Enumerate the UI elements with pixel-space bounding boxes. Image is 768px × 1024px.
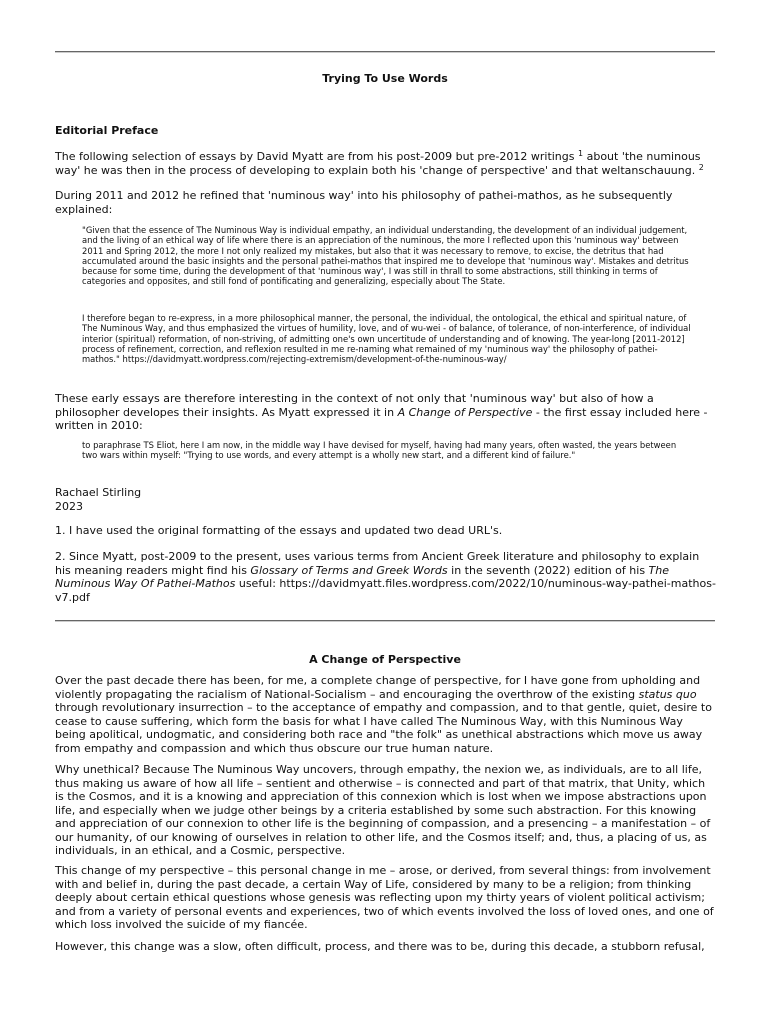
quote-block-1a <box>82 225 692 287</box>
refined-text: During 2011 and 2012 he refined that 'numinous way' into his philosophy of pathei-mathos, as he subsequently explained: <box>55 189 673 216</box>
essay-paragraph-2 <box>55 763 717 858</box>
signature-year: 2023 <box>55 499 83 513</box>
quote-2-text: to paraphrase TS Eliot, here I am now, in the middle way I have devised for myself, having had many years, often wasted, the years between two wars within myself: "Trying to use words, and every attempt is a wholly new start, and a different kind of failure." <box>82 440 677 461</box>
document-title: Trying To Use Words <box>322 72 448 85</box>
essay-p1-italic: status quo <box>638 687 697 701</box>
footnote-ref-2[interactable]: 2 <box>698 162 704 172</box>
essay-p2-text: Why unethical? Because The Numinous Way uncovers, through empathy, the nexion we, as individuals, are to all life, thus making us aware of how all life – sentient and otherwise – is connected and part of that matrix, that Unity, which is the Cosmos, and it is a knowing and appreciation of this connexion which is lost when we impose abstractions upon life, and especially when we judge other beings by a criteria established by some such abstraction. For this knowing and appreciation of our connexion to other life is the beginning of compassion, and a presencing – a manifestation – of our humanity, of our knowing of ourselves in relation to other life, and the Cosmos itself; and, thus, a placing of us, as individuals, in an ethical, and a Cosmic, perspective. <box>55 763 711 857</box>
intro-paragraph <box>55 150 717 177</box>
intro-text-2: about 'the numinous way' he was then in the process of developing to explain both his 'change of perspective' and that weltanschauung. <box>55 150 701 177</box>
essay-p1-text-2: through revolutionary insurrection – to the acceptance of empathy and compassion, and to that gentle, quiet, desire to cease to cause suffering, which form the basis for what I have called The Numinous Way, with this Numinous Way being apolitical, undogmatic, and considering both race and "the folk" as unethical abstractions which move us away from empathy and compassion and which thus obscure our true human nature. <box>55 701 712 755</box>
essay-p1-text-1: Over the past decade there has been, for me, a complete change of perspective, for I have gone from upholding and violently propagating the racialism of National-Socialism – and encouraging the overthrow of the existing <box>55 674 701 701</box>
footnote-1 <box>55 524 717 538</box>
footnote-2-text-3: useful: https://davidmyatt.files.wordpress.com/2022/10/numinous-way-pathei-mathos-v7.pdf <box>55 577 716 604</box>
footnote-2-italic-2: The Numinous Way Of Pathei-Mathos <box>55 563 670 590</box>
section-rule <box>55 620 715 622</box>
intro-text: The following selection of essays by David Myatt are from his post-2009 but pre-2012 writings <box>55 150 578 163</box>
editorial-preface-heading: Editorial Preface <box>55 124 159 137</box>
early-essays-paragraph <box>55 392 717 433</box>
quote-block-2 <box>82 440 692 461</box>
early-text-2: - the first essay included here - written in 2010: <box>55 405 708 432</box>
quote-1a-text: "Given that the essence of The Numinous Way is individual empathy, an individual understanding, the development of an individual judgement, and the living of an ethical way of life where there is an appreciation of the numinous, the more I reflected upon this 'numinous way' between 2011 and Spring 2012, the more I not only realized my mistakes, but also that it was necessary to remove, to excise, the detritus that had accumulated around the basic insights and the personal pathei-mathos that inspired me to develope that 'numinous way'. Mistakes and detritus because for some time, during the development of that 'numinous way', I was still in thrall to some abstractions, still thinking in terms of categories and opposites, and still fond of pontificating and generalizing, especially about The State. <box>82 225 689 287</box>
footnote-ref-1[interactable]: 1 <box>578 149 584 158</box>
footnote-2-text-1: 2. Since Myatt, post-2009 to the present, uses various terms from Ancient Greek literature and philosophy to explain his meaning readers might find his <box>55 550 700 577</box>
early-text-1: These early essays are therefore interesting in the context of not only that 'numinous way' but also of how a philosopher developes their insights. As Myatt expressed it in <box>55 392 654 419</box>
essay-paragraph-3 <box>55 864 717 932</box>
footnote-2-italic-1: Glossary of Terms and Greek Words <box>250 563 448 577</box>
footnote-1-text: 1. I have used the original formatting of the essays and updated two dead URL's. <box>55 524 503 537</box>
signature <box>55 486 717 513</box>
signature-name: Rachael Stirling <box>55 486 142 499</box>
early-italic-title: A Change of Perspective <box>397 405 533 419</box>
essay-paragraph-1 <box>55 674 717 755</box>
quote-1b-text: I therefore began to re-express, in a more philosophical manner, the personal, the individual, the ontological, the ethical and spiritual nature, of The Numinous Way, and thus emphasized the virtues of humility, love, and of wu-wei - of balance, of tolerance, of non-interference, of individual interior (spiritual) reformation, of non-striving, of admitting one's own uncertitude of understanding and of knowing. The year-long [2011-2012] process of refinement, correction, and reflexion resulted in me re-naming what remained of my 'numinous way' the philosophy of pathei-mathos." https://davidmyatt.wordpress.com/rejecting-extremism/development-of-the-numinous-way/ <box>82 313 691 365</box>
refined-paragraph <box>55 189 717 216</box>
footnote-2 <box>55 550 717 604</box>
quote-block-1b <box>82 313 692 364</box>
essay-p4-text: However, this change was a slow, often difficult, process, and there was to be, during this decade, a stubborn refusal, <box>55 940 705 953</box>
essay-paragraph-4 <box>55 940 717 954</box>
top-rule <box>55 51 715 53</box>
essay-p3-text: This change of my perspective – this personal change in me – arose, or derived, from several things: from involvement with and belief in, during the past decade, a certain Way of Life, considered by many to be a religion; from thinking deeply about certain ethical questions whose genesis was reflecting upon my thirty years of violent political activism; and from a variety of personal events and experiences, two of which events involved the loss of loved ones, and one of which loss involved the suicide of my fiancée. <box>55 864 714 931</box>
essay-title: A Change of Perspective <box>309 653 461 666</box>
footnote-2-text-2: in the seventh (2022) edition of his <box>447 563 649 577</box>
